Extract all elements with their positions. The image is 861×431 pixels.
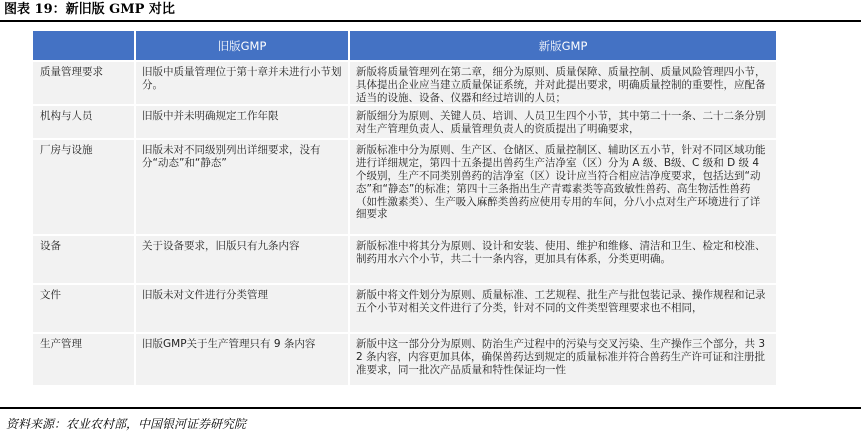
table-row [33,105,776,139]
header-old-gmp: 旧版GMP [135,31,349,61]
comparison-table [33,31,776,385]
row-old: 关于设备要求，旧版只有九条内容 [135,235,349,284]
table-header-row [33,31,776,61]
row-old: 旧版中质量管理位于第十章并未进行小节划分。 [135,61,349,105]
table-row [33,333,776,385]
row-category: 厂房与设施 [33,139,135,235]
row-new: 新版将质量管理列在第二章，细分为原则、质量保障、质量控制、质量风险管理四小节，具体提出企业应当建立质量保证系统，并对此提出要求，明确质量控制的重要性，应配备适当的设施、设备、仪器和经过培训的人员； [349,61,776,105]
table-row [33,235,776,284]
row-category: 质量管理要求 [33,61,135,105]
row-old: 旧版未对文件进行分类管理 [135,284,349,333]
row-new: 新版中将文件划分为原则、质量标准、工艺规程、批生产与批包装记录、操作规程和记录五个小节对相关文件进行了分类，针对不同的文件类型管理要求也不相同， [349,284,776,333]
table-row [33,139,776,235]
header-new-gmp: 新版GMP [349,31,776,61]
figure-title: 图表 19：新旧版 GMP 对比 [4,2,175,17]
top-rule [0,20,861,22]
row-new: 新版标准中分为原则、生产区、仓储区、质量控制区、辅助区五小节，针对不同区域功能进行详细规定，第四十五条提出兽药生产洁净室（区）分为 A 级、B级、C 级和 D 级 4 个级别，生产不同类别兽药的洁净室（区）设计应当符合相应洁净度要求，包括达到“动态”和“静态”的标准；第四十三条指出生产青霉素类等高致敏性兽药、高生物活性兽药（如性激素类）、生产吸入麻醉类兽药应使用专用的车间，分八小点对生产环境进行了详细要求 [349,139,776,235]
row-old: 旧版中并未明确规定工作年限 [135,105,349,139]
row-old: 旧版未对不同级别列出详细要求，没有分“动态”和“静态” [135,139,349,235]
row-category: 机构与人员 [33,105,135,139]
row-new: 新版中这一部分分为原则、防治生产过程中的污染与交叉污染、生产操作三个部分，共 32 条内容，内容更加具体，确保兽药达到规定的质量标准并符合兽药生产许可证和注册批准要求，同一批次产品质量和特性保证均一性 [349,333,776,385]
header-category [33,31,135,61]
table-row [33,61,776,105]
row-new: 新版标准中将其分为原则、设计和安装、使用、维护和维修、清洁和卫生、检定和校准、制药用水六个小节，共二十一条内容，更加具有体系，分类更明确。 [349,235,776,284]
source-note: 资料来源：农业农村部，中国银河证券研究院 [6,417,247,431]
row-new: 新版细分为原则、关键人员、培训、人员卫生四个小节，其中第二十一条、二十二条分别对生产管理负责人、质量管理负责人的资质提出了明确要求， [349,105,776,139]
table-row [33,284,776,333]
row-old: 旧版GMP关于生产管理只有 9 条内容 [135,333,349,385]
bottom-rule [0,407,861,409]
row-category: 文件 [33,284,135,333]
row-category: 设备 [33,235,135,284]
row-category: 生产管理 [33,333,135,385]
